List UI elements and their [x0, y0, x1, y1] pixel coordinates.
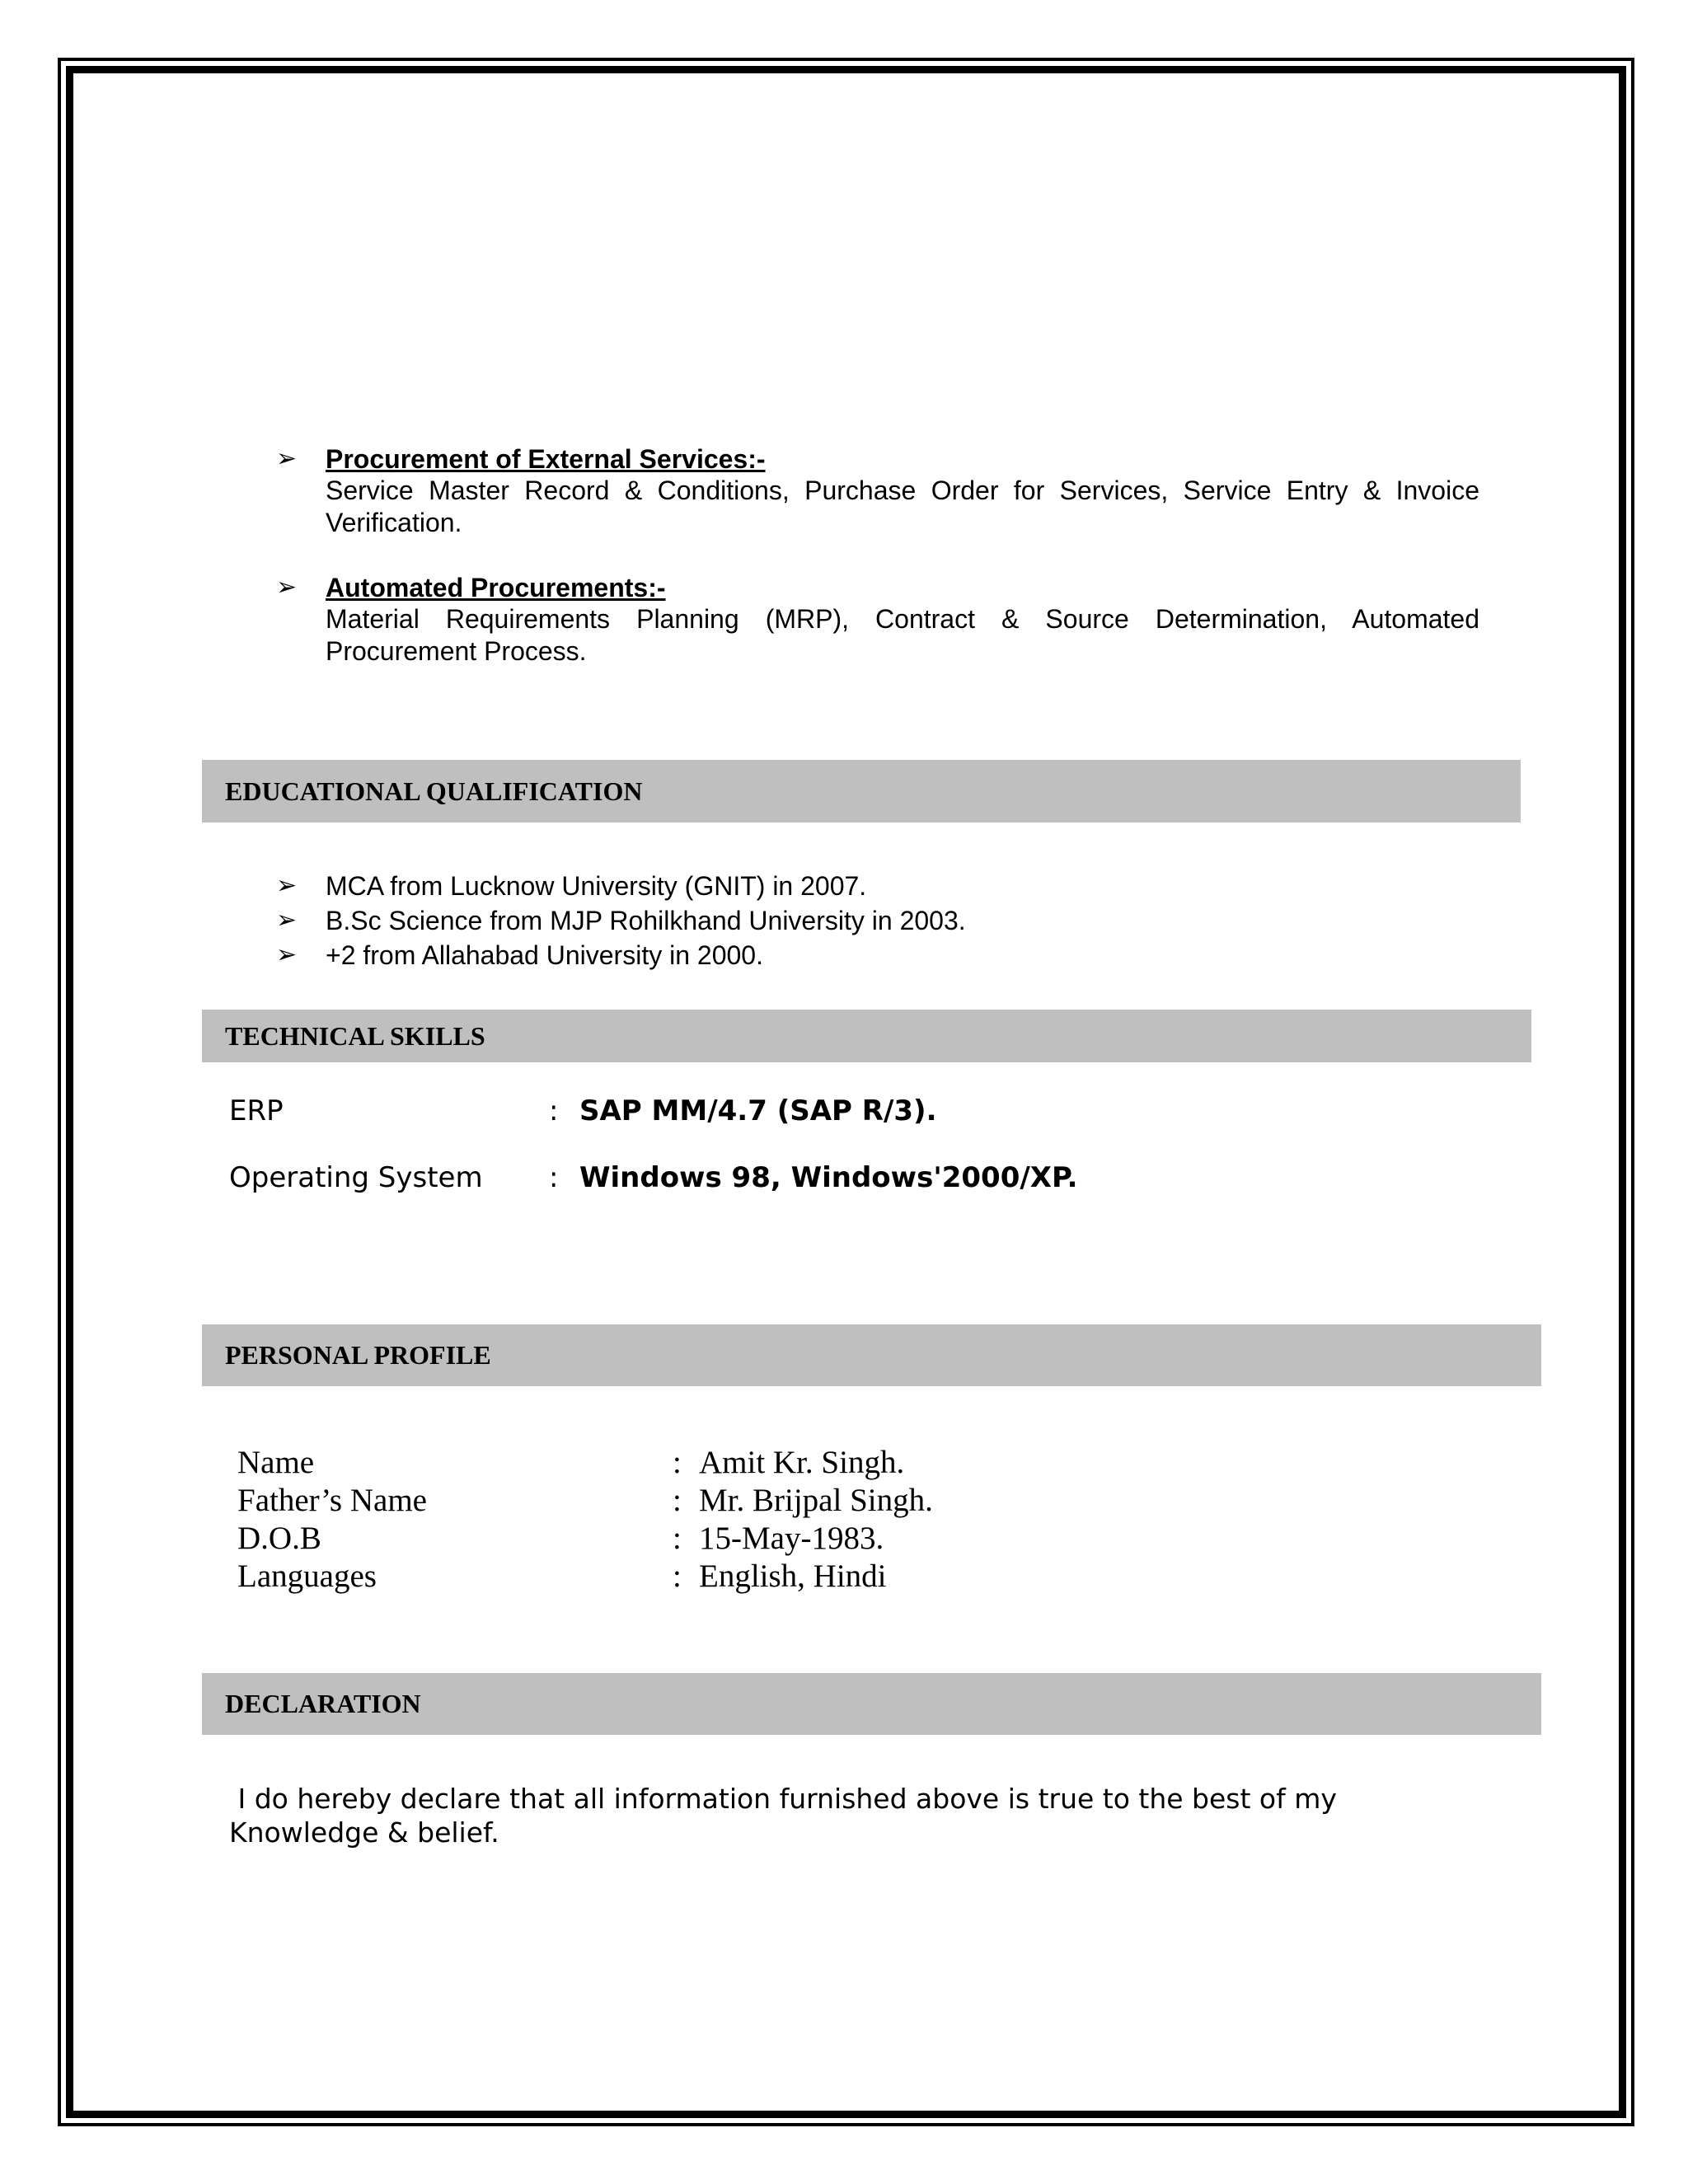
profile-label: Father’s Name	[237, 1483, 427, 1518]
list-item	[276, 938, 1348, 972]
profile-value: 15-May-1983.	[699, 1521, 884, 1556]
section-heading-declaration: DECLARATION	[202, 1673, 1541, 1735]
education-entry: MCA from Lucknow University (GNIT) in 2007.	[326, 871, 867, 901]
section-heading-technical-skills: TECHNICAL SKILLS	[202, 1010, 1531, 1062]
module-external-services	[276, 443, 1479, 541]
skill-value: Windows 98, Windows'2000/XP.	[579, 1161, 1078, 1194]
profile-value: Mr. Brijpal Singh.	[699, 1483, 933, 1518]
arrow-bullet-icon: ➢	[276, 573, 298, 602]
skill-label: Operating System	[229, 1161, 483, 1194]
profile-label: Languages	[237, 1558, 377, 1594]
profile-label: D.O.B	[237, 1521, 321, 1556]
arrow-bullet-icon: ➢	[276, 906, 298, 935]
module-description: Material Requirements Planning (MRP), Contract & Source Determination, Automated Procurement Process.	[326, 604, 1479, 666]
list-item	[276, 903, 1348, 938]
arrow-bullet-icon: ➢	[276, 940, 298, 969]
skill-value: SAP MM/4.7 (SAP R/3).	[579, 1094, 937, 1127]
education-entry: +2 from Allahabad University in 2000.	[326, 940, 763, 970]
declaration-text	[229, 1782, 1548, 1849]
education-list	[276, 869, 1348, 972]
profile-value: English, Hindi	[699, 1558, 887, 1594]
declaration-line: Knowledge & belief.	[229, 1816, 499, 1849]
module-description: Service Master Record & Conditions, Purchase Order for Services, Service Entry & Invoice Verification.	[326, 476, 1479, 537]
arrow-bullet-icon: ➢	[276, 444, 298, 473]
separator-colon: :	[673, 1445, 682, 1480]
profile-label: Name	[237, 1445, 315, 1480]
separator-colon: :	[549, 1161, 559, 1194]
declaration-line: I do hereby declare that all information furnished above is true to the best of my	[229, 1783, 1337, 1815]
separator-colon: :	[549, 1094, 559, 1127]
module-automated-procurements	[276, 571, 1479, 670]
section-heading-personal-profile: PERSONAL PROFILE	[202, 1324, 1541, 1386]
separator-colon: :	[673, 1521, 682, 1556]
module-title: Automated Procurements:-	[326, 573, 666, 602]
list-item	[276, 869, 1348, 903]
separator-colon: :	[673, 1558, 682, 1594]
section-heading-education: EDUCATIONAL QUALIFICATION	[202, 760, 1521, 823]
education-entry: B.Sc Science from MJP Rohilkhand University in 2003.	[326, 906, 966, 935]
skill-label: ERP	[229, 1094, 284, 1127]
separator-colon: :	[673, 1483, 682, 1518]
profile-value: Amit Kr. Singh.	[699, 1445, 905, 1480]
arrow-bullet-icon: ➢	[276, 871, 298, 900]
module-title: Procurement of External Services:-	[326, 444, 766, 474]
